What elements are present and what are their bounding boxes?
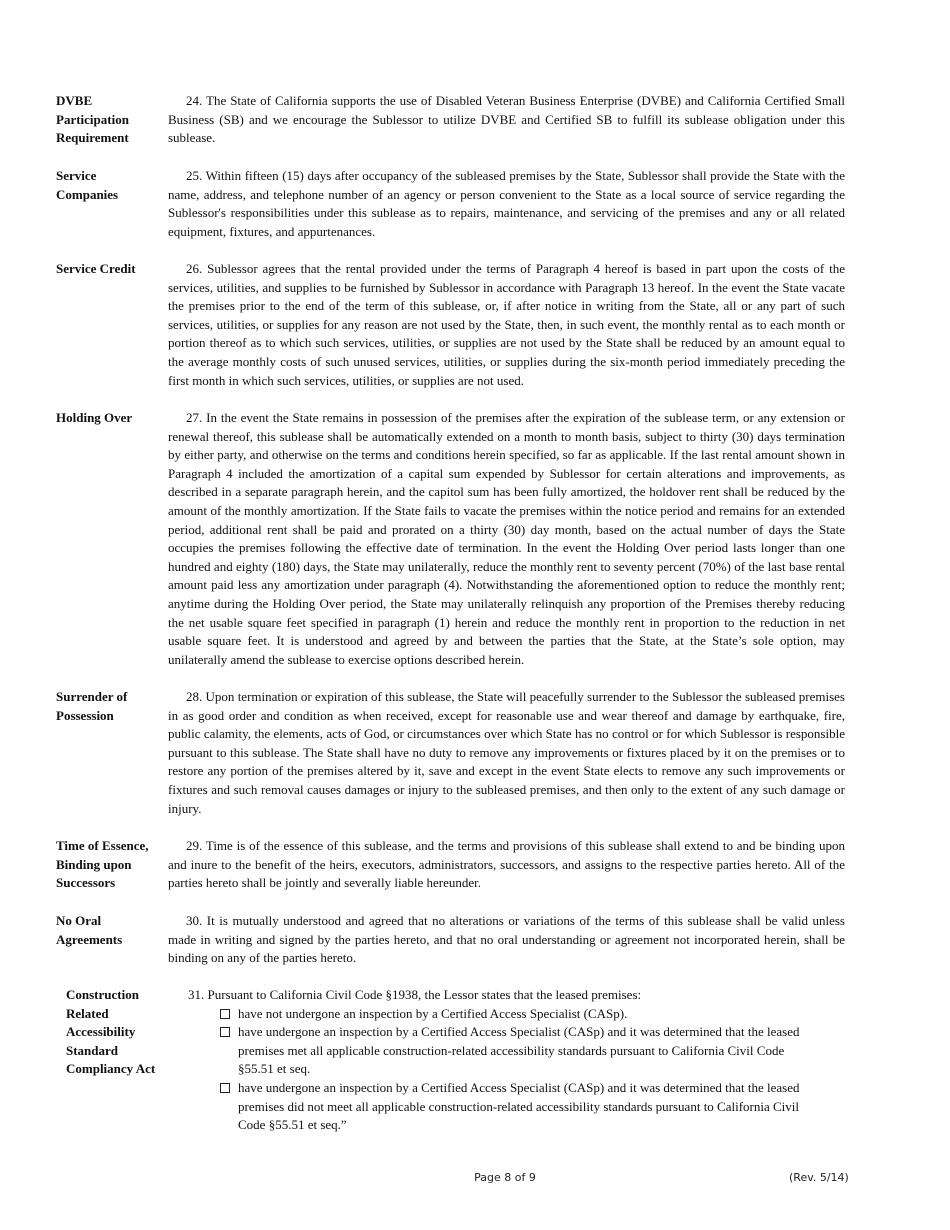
section-label: Holding Over — [56, 410, 133, 425]
section-label: DVBE Participation Requirement — [56, 93, 129, 146]
option-text: have not undergone an inspection by a Certified Access Specialist (CASp). — [238, 1005, 628, 1021]
option-text: have undergone an inspection by a Certified Access Specialist (CASp) and it was determined that the leased premises met all applicable construction-related accessibility standards pursuant to California Civil Code §55.51 et seq. — [238, 1024, 800, 1077]
section-label: Construction Related Accessibility Standard Compliancy Act — [66, 987, 156, 1077]
casp-option-met-standards — [220, 1023, 815, 1079]
section-label: Surrender of Possession — [56, 689, 128, 723]
section-intro: 31. Pursuant to California Civil Code §1938, the Lessor states that the leased premises: — [188, 987, 642, 1002]
section-text: 24. The State of California supports the use of Disabled Veteran Business Enterprise (DVBE) and California Certified Small Business (SB) and we encourage the Sublessor to utilize DVBE and Certified SB to fulfill its sublease obligation under this sublease. — [168, 93, 845, 146]
section-text: 30. It is mutually understood and agreed that no alterations or variations of the terms of this sublease shall be valid unless made in writing and signed by the parties hereto, and that no oral understanding or agreement not incorporated herein, shall be binding on any of the parties hereto. — [168, 913, 845, 966]
section-27 — [56, 409, 845, 669]
checkbox[interactable] — [220, 1009, 230, 1019]
section-text: 28. Upon termination or expiration of this sublease, the State will peacefully surrender to the Sublessor the subleased premises in as good order and condition as when received, except for reasonable use and wear thereof and damage by earthquake, fire, public calamity, the elements, acts of God, or circumstances over which State has no control or for which Sublessor is responsible pursuant to this sublease. The State shall have no duty to remove any improvements or fixtures placed by it on the premises or to restore any portion of the premises altered by it, save and except in the event State elects to remove any such improvements or fixtures and such removal causes damages or injury to the subleased premises, and then only to the extent of any such damage or injury. — [168, 689, 845, 816]
checkbox[interactable] — [220, 1083, 230, 1093]
section-label: Service Companies — [56, 168, 119, 202]
section-text: 25. Within fifteen (15) days after occupancy of the subleased premises by the State, Sublessor shall provide the State with the name, address, and telephone number of an agency or person convenient to the State as a local source of service regarding the Sublessor's responsibilities under this sublease as to repairs, maintenance, and servicing of the premises and any or all related equipment, fixtures, and appurtenances. — [168, 168, 845, 239]
casp-option-did-not-meet — [220, 1079, 815, 1135]
section-24 — [56, 92, 845, 148]
section-label: Service Credit — [56, 261, 136, 276]
section-29 — [56, 837, 845, 893]
checkbox[interactable] — [220, 1027, 230, 1037]
section-text: 27. In the event the State remains in possession of the premises after the expiration of the sublease term, or any extension or renewal thereof, this sublease shall be automatically extended on a month to month basis, subject to thirty (30) days termination by either party, and otherwise on the terms and conditions herein specified, so far as applicable. If the last rental amount shown in Paragraph 4 included the amortization of a capital sum expended by Sublessor for certain alterations and improvements, as described in a separate paragraph herein, and the capitol sum has been fully amortized, the holdover rent shall be reduced by the amount of the monthly amortization. If the State fails to vacate the premises within the notice period and remains for an extended period, additional rent shall be paid and prorated on a thirty (30) day month, based on the actual number of days the State occupies the premises following the effective date of termination. In the event the Holding Over period lasts longer than one hundred and eighty (180) days, the State may unilaterally, reduce the monthly rent to seventy percent (70%) of the last base rental amount paid less any amortization under paragraph (4). Notwithstanding the aforementioned option to reduce the monthly rent; anytime during the Holding Over period, the State may unilaterally relinquish any proportion of the Premises thereby reducing the net usable square feet specified in paragraph (1) herein and reduce the monthly rent in proportion to the reduction in net usable square feet. It is understood and agreed by and between the parties that the State, at the State’s sole option, may unilaterally amend the sublease to exercise options described herein. — [168, 410, 845, 667]
casp-option-not-inspected — [220, 1005, 815, 1024]
section-25 — [56, 167, 845, 241]
section-label: Time of Essence, Binding upon Successors — [56, 838, 149, 891]
page-number: Page 8 of 9 — [474, 1171, 536, 1184]
section-30 — [56, 912, 845, 968]
section-28 — [56, 688, 845, 818]
option-text: have undergone an inspection by a Certified Access Specialist (CASp) and it was determined that the leased premises did not meet all applicable construction-related accessibility standards pursuant to California Civil Code §55.51 et seq.” — [238, 1079, 800, 1133]
revision-label: (Rev. 5/14) — [789, 1171, 849, 1184]
section-31 — [56, 986, 845, 1135]
section-26 — [56, 260, 845, 390]
section-text: 26. Sublessor agrees that the rental provided under the terms of Paragraph 4 hereof is based in part upon the costs of the services, utilities, and supplies to be furnished by Sublessor in accordance with Paragraph 13 hereof. In the event the State vacate the premises prior to the end of the term of this sublease, or, if after notice in writing from the State, all or any part of such services, utilities, or supplies for any reason are not used by the State, then, in such event, the monthly rental as to each month or portion thereof as to which such services, utilities, or supplies are not used by the State shall be reduced by an amount equal to the average monthly costs of such unused services, utilities, or supplies during the six-month period immediately preceding the first month in which such services, utilities, or supplies are not used. — [168, 261, 845, 388]
section-text: 29. Time is of the essence of this sublease, and the terms and provisions of this sublease shall extend to and be binding upon and inure to the benefit of the heirs, executors, administrators, successors, and assigns to the respective parties hereto. All of the parties hereto shall be jointly and severally liable hereunder. — [168, 838, 845, 891]
section-label: No Oral Agreements — [56, 913, 123, 947]
